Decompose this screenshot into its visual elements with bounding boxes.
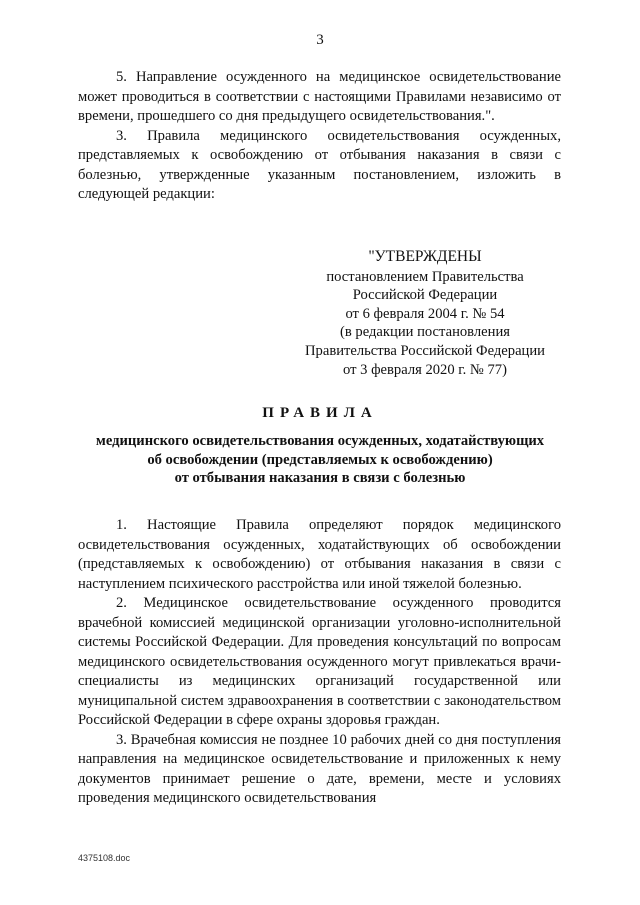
approval-stamp — [290, 248, 560, 379]
page-number: 3 — [316, 32, 324, 48]
rules-subtitle-line: об освобождении (представляемых к освобождению) — [147, 451, 493, 468]
intro-paragraph-3: 3. Правила медицинского освидетельствования осужденных, представляемых к освобождению от отбывания наказания в связи с болезнью, утвержденные указанным постановлением, изложить в следующей редакции: — [78, 127, 561, 202]
intro-section — [78, 68, 561, 205]
rules-body — [78, 516, 561, 809]
intro-paragraph-5: 5. Направление осужденного на медицинское освидетельствование может проводиться в соответствии с настоящими Правилами независимо от времени, прошедшего со дня предыдущего освидетельствования.". — [78, 69, 561, 124]
approval-line: (в редакции постановления — [340, 324, 510, 341]
rules-paragraph-2: 2. Медицинское освидетельствование осужденного проводится врачебной комиссией медицинской организации уголовно-исполнительной системы Российской Федерации. Для проведения консультаций по вопросам медицинского освидетельствования осужденного могут привлекаться врачи-специалисты из медицинских организаций государственной или муниципальной систем здравоохранения в соответствии с законодательством Российской Федерации в сфере охраны здоровья граждан. — [78, 595, 561, 728]
approval-line: Правительства Российской Федерации — [305, 342, 545, 359]
rules-paragraph-1: 1. Настоящие Правила определяют порядок медицинского освидетельствования осужденных, ходатайствующих об освобождении (представляемых к освобождению) от отбывания наказания в связи с наступлением психического расстройства или иной тяжелой болезнью. — [78, 517, 561, 592]
rules-subtitle-line: медицинского освидетельствования осужденных, ходатайствующих — [95, 433, 545, 449]
approval-line: от 6 февраля 2004 г. № 54 — [345, 305, 505, 322]
approval-heading: "УТВЕРЖДЕНЫ — [368, 248, 482, 265]
rules-title: ПРАВИЛА — [262, 405, 378, 421]
approval-line: Российской Федерации — [352, 287, 498, 304]
rules-paragraph-3: 3. Врачебная комиссия не позднее 10 рабочих дней со дня поступления направления на медицинское освидетельствование и приложенных к нему документов принимает решение о дате, времени, месте и условиях проведения медицинского освидетельствования — [78, 731, 561, 806]
rules-subtitle-line: от отбывания наказания в связи с болезнью — [174, 470, 466, 486]
approval-line: от 3 февраля 2020 г. № 77) — [343, 361, 507, 378]
file-footer: 4375108.doc — [78, 853, 131, 863]
approval-line: постановлением Правительства — [326, 268, 524, 285]
rules-subtitle — [60, 432, 580, 488]
